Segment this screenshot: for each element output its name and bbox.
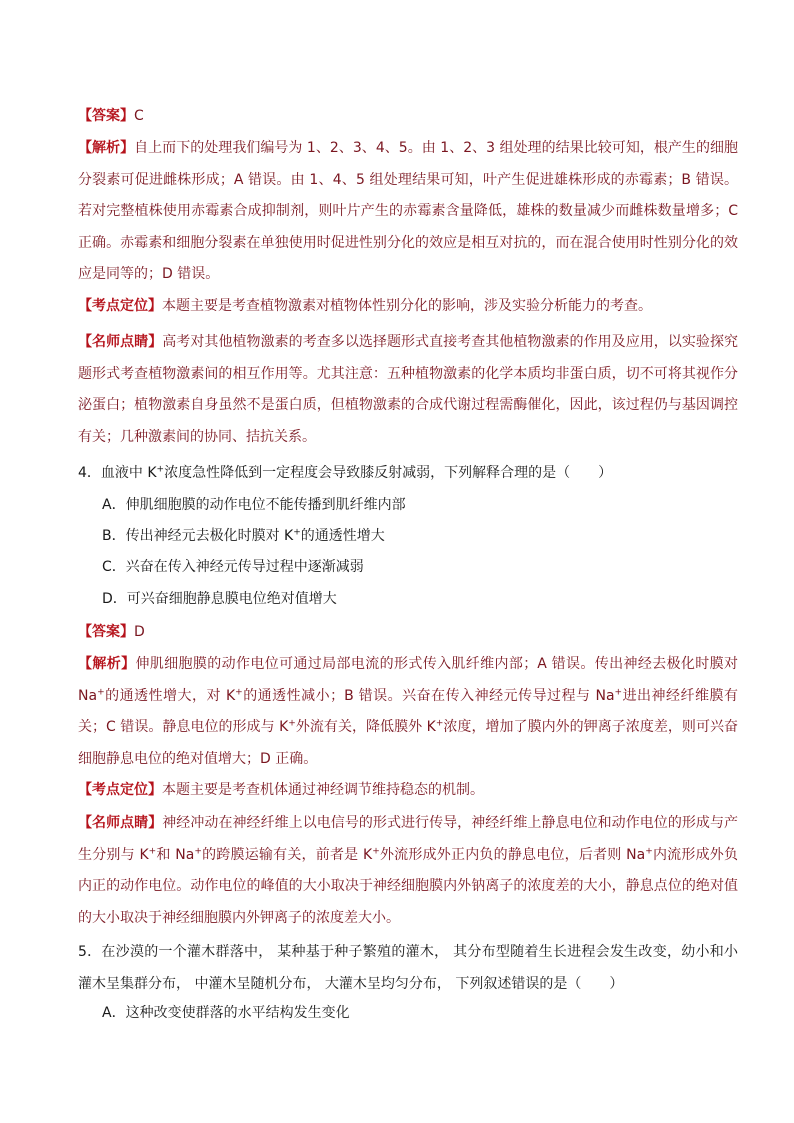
- analysis-tag: 【解析】: [78, 656, 136, 672]
- answer-tag: 【答案】: [78, 624, 134, 640]
- q5-option-a: A．这种改变使群落的水平结构发生变化: [102, 1005, 350, 1021]
- kaodian-text: 本题主要是考查机体通过神经调节维持稳态的机制。: [162, 782, 484, 798]
- kaodian-tag: 【考点定位】: [78, 298, 162, 314]
- mingshi-tag: 【名师点睛】: [78, 334, 163, 350]
- kaodian-text: 本题主要是考查植物激素对植物体性别分化的影响，涉及实验分析能力的考查。: [162, 298, 652, 314]
- q4-analysis: 【解析】伸肌细胞膜的动作电位可通过局部电流的形式传入肌纤维内部；A 错误。传出神经去极化时膜对 Na+的通透性增大，对 K+的通透性减小；B 错误。兴奋在传入神经元传导过程与 Na+进出神经纤维膜有关；C 错误。静息电位的形成与 K+外流有关，降低膜外 K+浓度，增加了膜内外的钾离子浓度差，则可兴奋细胞静息电位的绝对值增大；D 正确。: [78, 656, 739, 767]
- q4-kaodian: [78, 775, 738, 807]
- q4-stem: 4．血液中 K+浓度急性降低到一定程度会导致膝反射减弱，下列解释合理的是（ ）: [78, 464, 613, 481]
- mingshi-tag: 【名师点睛】: [78, 815, 163, 831]
- q5-stem: 5．在沙漠的一个灌木群落中， 某种基于种子繁殖的灌木， 其分布型随着生长进程会发生改变，幼小和小灌木呈集群分布， 中灌木呈随机分布， 大灌木呈均匀分布， 下列叙述错误的是（ ）: [78, 944, 738, 992]
- q4-answer: [78, 617, 738, 649]
- analysis-tag: 【解析】: [78, 140, 135, 156]
- q4-option-d: D．可兴奋细胞静息膜电位绝对值增大: [102, 591, 337, 607]
- analysis-text: 自上而下的处理我们编号为 1、2、3、4、5。由 1、2、3 组处理的结果比较可知，根产生的细胞分裂素可促进雌株形成；A 错误。由 1、4、5 组处理结果可知，叶产生促进雄株形成的赤霉素；B 错误。若对完整植株使用赤霉素合成抑制剂，则叶片产生的赤霉素含量降低，雄株的数量减少而雌株数量增多；C 正确。赤霉素和细胞分裂素在单独使用时促进性别分化的效应是相互对抗的，而在混合使用时性别分化的效应是同等的；D 错误。: [78, 140, 739, 282]
- answer-tag: 【答案】: [78, 108, 134, 124]
- mingshi-text: 高考对其他植物激素的考查多以选择题形式直接考查其他植物激素的作用及应用，以实验探究题形式考查植物激素间的相互作用等。尤其注意：五种植物激素的化学本质均非蛋白质，切不可将其视作分泌蛋白；植物激素自身虽然不是蛋白质，但植物激素的合成代谢过程需酶催化，因此，该过程仍与基因调控有关；几种激素间的协同、拮抗关系。: [78, 334, 739, 445]
- kaodian-tag: 【考点定位】: [78, 782, 162, 798]
- q3-answer: [78, 101, 738, 133]
- q3-kaodian: [78, 291, 738, 323]
- q4-option-b: B．传出神经元去极化时膜对 K+的通透性增大: [102, 527, 385, 544]
- answer-value: C: [134, 108, 144, 124]
- answer-value: D: [134, 624, 145, 640]
- q4-option-a: A．伸肌细胞膜的动作电位不能传播到肌纤维内部: [102, 497, 406, 513]
- q4-option-c: C．兴奋在传入神经元传导过程中逐渐减弱: [102, 559, 364, 575]
- q3-mingshi: [78, 327, 738, 453]
- q3-analysis: [78, 133, 738, 291]
- q4-mingshi: 【名师点睛】神经冲动在神经纤维上以电信号的形式进行传导，神经纤维上静息电位和动作电位的形成与产生分别与 K+和 Na+的跨膜运输有关，前者是 K+外流形成外正内负的静息电位，后者则 Na+内流形成外负内正的动作电位。动作电位的峰值的大小取决于神经细胞膜内外钠离子的浓度差的大小，静息点位的绝对值的大小取决于神经细胞膜内外钾离子的浓度差大小。: [78, 815, 739, 926]
